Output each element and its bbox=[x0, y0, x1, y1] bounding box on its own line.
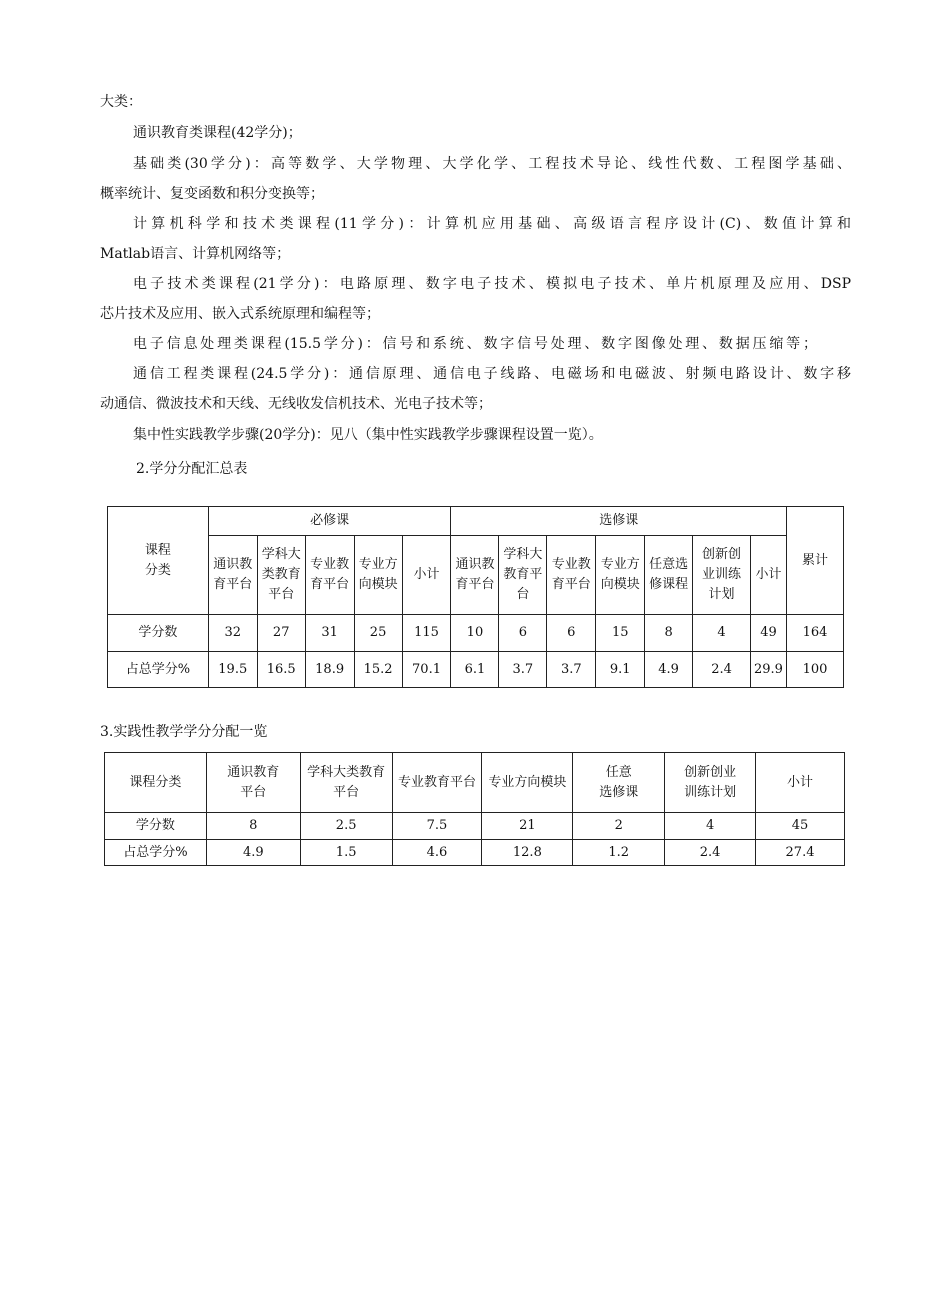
practice-credit-table bbox=[104, 752, 845, 866]
cell: 27 bbox=[257, 615, 305, 652]
cell: 8 bbox=[206, 813, 300, 840]
table-row bbox=[108, 652, 844, 688]
cell: 15 bbox=[596, 615, 645, 652]
table-row bbox=[105, 840, 845, 866]
cell: 2.4 bbox=[693, 652, 751, 688]
cell: 4.9 bbox=[206, 840, 300, 866]
cell: 164 bbox=[786, 615, 843, 652]
elective-group-header: 选修课 bbox=[451, 507, 786, 536]
paragraph-computer-line2: Matlab语言、计算机网络等； bbox=[100, 246, 291, 262]
col-header: 小计 bbox=[402, 536, 451, 615]
cell: 4.9 bbox=[645, 652, 693, 688]
cell: 49 bbox=[750, 615, 786, 652]
cell: 3.7 bbox=[499, 652, 547, 688]
cell: 10 bbox=[451, 615, 499, 652]
table-row bbox=[105, 813, 845, 840]
cell: 100 bbox=[786, 652, 843, 688]
cell: 12.8 bbox=[482, 840, 573, 866]
row-label: 学分数 bbox=[105, 813, 207, 840]
row-label: 占总学分% bbox=[105, 840, 207, 866]
cell: 8 bbox=[645, 615, 693, 652]
paragraph-basics-line2: 概率统计、复变函数和积分变换等； bbox=[100, 186, 324, 202]
paragraph-info-processing: 电子信息处理类课程(15.5学分)：信号和系统、数字信号处理、数字图像处理、数据压缩等； bbox=[133, 336, 817, 352]
paragraph-basics-line1: 基础类(30学分)：高等数学、大学物理、大学化学、工程技术导论、线性代数、工程图学基础、 bbox=[133, 156, 851, 172]
cell: 70.1 bbox=[402, 652, 451, 688]
col-header: 学科大类教育 平台 bbox=[300, 753, 392, 813]
col-header: 专业方向模块 bbox=[482, 753, 573, 813]
cell: 2 bbox=[573, 813, 665, 840]
cell: 115 bbox=[402, 615, 451, 652]
col-header: 学科大 类教育 平台 bbox=[257, 536, 305, 615]
cell: 4 bbox=[665, 813, 756, 840]
paragraph-electronics-line2: 芯片技术及应用、嵌入式系统原理和编程等； bbox=[100, 306, 380, 322]
col-header: 任意 选修课 bbox=[573, 753, 665, 813]
cell: 6.1 bbox=[451, 652, 499, 688]
cell: 31 bbox=[305, 615, 354, 652]
cell: 19.5 bbox=[208, 652, 257, 688]
cell: 2.4 bbox=[665, 840, 756, 866]
col-header: 任意选 修课程 bbox=[645, 536, 693, 615]
cell: 18.9 bbox=[305, 652, 354, 688]
cell: 32 bbox=[208, 615, 257, 652]
row-label: 学分数 bbox=[108, 615, 209, 652]
paragraph-category-title: 大类： bbox=[100, 94, 142, 110]
paragraph-general-education: 通识教育类课程(42学分)； bbox=[133, 125, 302, 141]
cell: 7.5 bbox=[392, 813, 482, 840]
credit-summary-table bbox=[107, 506, 844, 688]
paragraph-practice: 集中性实践教学步骤(20学分)：见八（集中性实践教学步骤课程设置一览）。 bbox=[133, 427, 603, 443]
paragraph-communication-line2: 动通信、微波技术和天线、无线收发信机技术、光电子技术等； bbox=[100, 396, 492, 412]
cell: 15.2 bbox=[354, 652, 402, 688]
total-header: 累计 bbox=[786, 507, 843, 615]
col-header: 小计 bbox=[750, 536, 786, 615]
corner-line2: 分类 bbox=[144, 562, 171, 578]
cell: 1.5 bbox=[300, 840, 392, 866]
col-header: 通识教 育平台 bbox=[208, 536, 257, 615]
cell: 16.5 bbox=[257, 652, 305, 688]
cell: 4 bbox=[693, 615, 751, 652]
col-header: 专业方 向模块 bbox=[354, 536, 402, 615]
col-header: 专业教 育平台 bbox=[305, 536, 354, 615]
corner-header bbox=[108, 507, 209, 615]
col-header: 通识教 育平台 bbox=[451, 536, 499, 615]
col-header: 创新创 业训练 计划 bbox=[693, 536, 751, 615]
paragraph-communication-line1: 通信工程类课程(24.5学分)：通信原理、通信电子线路、电磁场和电磁波、射频电路设计、数字移 bbox=[133, 366, 851, 382]
col-header: 通识教育 平台 bbox=[206, 753, 300, 813]
required-group-header: 必修课 bbox=[208, 507, 451, 536]
cell: 3.7 bbox=[547, 652, 596, 688]
heading-practice-credits: 3.实践性教学学分分配一览 bbox=[100, 724, 268, 740]
cell: 27.4 bbox=[756, 840, 845, 866]
cell: 6 bbox=[499, 615, 547, 652]
table-row bbox=[108, 615, 844, 652]
corner-header: 课程分类 bbox=[105, 753, 207, 813]
row-label: 占总学分% bbox=[108, 652, 209, 688]
cell: 9.1 bbox=[596, 652, 645, 688]
cell: 4.6 bbox=[392, 840, 482, 866]
paragraph-computer-line1: 计算机科学和技术类课程(11学分)：计算机应用基础、高级语言程序设计(C)、数值计算和 bbox=[133, 216, 851, 232]
cell: 45 bbox=[756, 813, 845, 840]
cell: 1.2 bbox=[573, 840, 665, 866]
cell: 6 bbox=[547, 615, 596, 652]
cell: 25 bbox=[354, 615, 402, 652]
col-header: 创新创业 训练计划 bbox=[665, 753, 756, 813]
col-header: 专业方 向模块 bbox=[596, 536, 645, 615]
paragraph-electronics-line1: 电子技术类课程(21学分)：电路原理、数字电子技术、模拟电子技术、单片机原理及应用、DSP bbox=[133, 276, 851, 292]
cell: 21 bbox=[482, 813, 573, 840]
col-header: 学科大 教育平 台 bbox=[499, 536, 547, 615]
col-header: 专业教育平台 bbox=[392, 753, 482, 813]
cell: 29.9 bbox=[750, 652, 786, 688]
heading-credit-summary: 2.学分分配汇总表 bbox=[136, 461, 248, 477]
corner-line1: 课程 bbox=[144, 542, 171, 558]
col-header: 专业教 育平台 bbox=[547, 536, 596, 615]
col-header: 小计 bbox=[756, 753, 845, 813]
cell: 2.5 bbox=[300, 813, 392, 840]
